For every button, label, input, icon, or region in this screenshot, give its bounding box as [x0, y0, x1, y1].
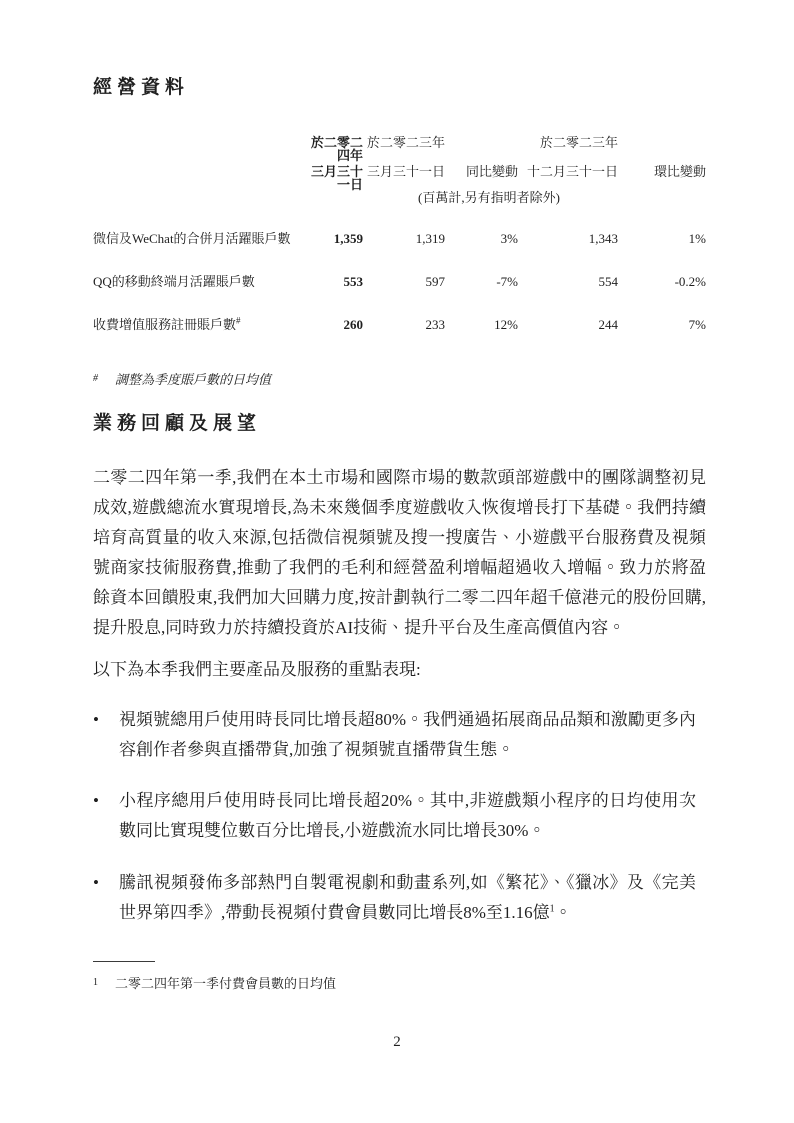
highlights-intro: 以下為本季我們主要產品及服務的重點表現: [93, 660, 421, 679]
header-empty-qoq [618, 136, 706, 162]
table-header-date-row [93, 165, 706, 191]
bullet-text [119, 786, 696, 846]
list-item [93, 786, 700, 846]
business-review-paragraph: 二零二四年第一季,我們在本土市場和國際市場的數款頭部遊戲中的團隊調整初見成效,遊戲總流水實現增長,為未來幾個季度遊戲收入恢復增長打下基礎。我們持續培育高質量的收入來源,包括微信視頻號及搜一搜廣告、小遊戲平台服務費及視頻號商家技術服務費,推動了我們的毛利和經營盈利增幅超過收入增幅。致力於將盈餘資本回饋股東,我們加大回購力度,按計劃執行二零二四年超千億港元的股份回購,提升股息,同時致力於持續投資於AI技術、提升平台及生產高價值內容。 [93, 468, 706, 637]
section-heading-business-review: 業務回顧及展望 [93, 413, 262, 434]
section-heading-operating-data: 經營資料 [93, 77, 190, 98]
value-qoq: -0.2% [674, 274, 706, 289]
bullet-body: 小程序總用戶使用時長同比增長超20%。其中,非遊戲類小程序的日均使用次數同比實現雙位數百分比增長,小遊戲流水同比增長30%。 [119, 791, 696, 840]
row-label [93, 275, 303, 288]
header-year-2024: 於二零二四年 [310, 135, 363, 163]
bullet-text [119, 868, 696, 928]
table-footnote-text: 調整為季度賬戶數的日均值 [115, 372, 272, 387]
header-date-2023-dec: 十二月三十一日 [526, 164, 618, 179]
header-year-2023-mar: 於二零二三年 [366, 135, 445, 150]
value-2023-dec: 554 [598, 274, 618, 289]
list-item [93, 868, 700, 928]
value-2024: 260 [343, 317, 363, 332]
header-year-2023-dec: 於二零二三年 [539, 135, 618, 150]
row-label-text: 收費增值服務註冊賬戶數 [93, 317, 237, 332]
value-qoq: 7% [688, 317, 706, 332]
table-header-year-row [93, 136, 706, 162]
table-footnote [93, 372, 706, 388]
page-number: 2 [393, 1034, 401, 1050]
value-2023-dec: 244 [598, 317, 618, 332]
bullet-icon: • [93, 791, 99, 810]
header-date-2024: 三月三十一日 [310, 164, 363, 192]
unit-note: (百萬計,另有指明者除外) [418, 190, 560, 205]
bullet-tail: 。 [554, 903, 572, 922]
row-label [93, 315, 303, 332]
header-yoy-change: 同比變動 [465, 164, 518, 179]
table-row [93, 315, 706, 332]
row-label-sup: # [236, 315, 241, 326]
value-2023-mar: 597 [425, 274, 445, 289]
bullet-icon: • [93, 710, 99, 729]
bullet-sup: 1 [549, 903, 555, 915]
table-row [93, 275, 706, 288]
value-2023-mar: 233 [425, 317, 445, 332]
page-footnote-marker: 1 [93, 977, 98, 988]
table-unit-note-row [93, 191, 706, 204]
bullet-body: 騰訊視頻發佈多部熱門自製電視劇和動畫系列,如《繁花》、《獵冰》及《完美世界第四季》,帶動長視頻付費會員數同比增長8%至1.16億 [119, 873, 696, 922]
page-footnote-text: 二零二四年第一季付費會員數的日均值 [115, 976, 337, 991]
header-date-2023-mar: 三月三十一日 [366, 164, 445, 179]
header-qoq-change: 環比變動 [653, 164, 706, 179]
value-2024: 1,359 [333, 231, 363, 246]
header-empty-yoy [445, 136, 518, 162]
operating-data-table [93, 136, 706, 346]
value-yoy: -7% [496, 274, 518, 289]
value-2024: 553 [343, 274, 363, 289]
table-row [93, 232, 706, 245]
value-2023-dec: 1,343 [588, 231, 618, 246]
bullet-text [119, 705, 696, 765]
page-footnote [93, 976, 706, 992]
footnote-divider [93, 961, 155, 962]
value-2023-mar: 1,319 [415, 231, 445, 246]
header-spacer [93, 165, 303, 191]
table-footnote-marker: # [93, 373, 98, 384]
list-item [93, 705, 700, 765]
value-qoq: 1% [688, 231, 706, 246]
row-label-text: QQ的移動終端月活躍賬戶數 [93, 274, 255, 289]
row-label [93, 232, 303, 245]
value-yoy: 3% [500, 231, 518, 246]
bullet-icon: • [93, 873, 99, 892]
header-spacer [93, 136, 303, 162]
bullet-body: 視頻號總用戶使用時長同比增長超80%。我們通過拓展商品品類和激勵更多內容創作者參與直播帶貨,加強了視頻號直播帶貨生態。 [119, 710, 696, 759]
value-yoy: 12% [494, 317, 518, 332]
row-label-text: 微信及WeChat的合併月活躍賬戶數 [93, 231, 291, 246]
